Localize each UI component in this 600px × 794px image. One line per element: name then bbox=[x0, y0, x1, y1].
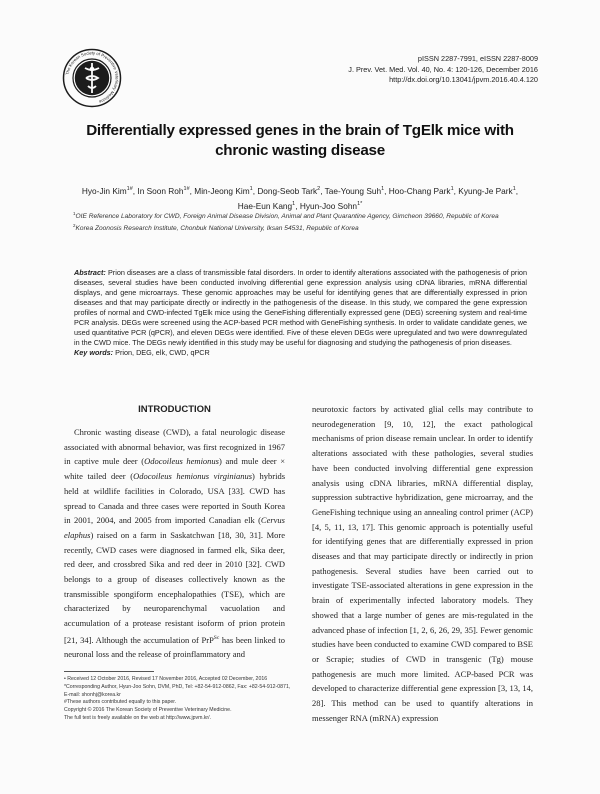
author: Hae-Eun Kang$^1$ bbox=[237, 201, 296, 212]
footnote-corresponding: *Corresponding Author, Hyun-Joo Sohn, DVM, PhD, Tel: +82-54-912-0862, Fax: +82-54-912-0871, E-mail: shonhj@korea.kr bbox=[64, 683, 291, 698]
footnote-equal-contribution: #These authors contributed equally to this paper. bbox=[64, 699, 177, 706]
title-line-2: chronic wasting disease bbox=[215, 142, 385, 159]
journal-citation: J. Prev. Vet. Med. Vol. 40, No. 4: 120-126, December 2016 bbox=[348, 64, 538, 74]
footnotes bbox=[64, 676, 291, 723]
abstract-text: Prion diseases are a class of transmissible fatal disorders. In order to identify alterations associated with the pathogenesis of prion diseases, several studies have been conducted involving differential gene expression analysis using cDNA libraries, mRNA differential displays, and gene microarrays. These genomic approaches may be useful for identifying genes that are differentially expressed in prion diseases and that may participate directly or indirectly in the pathogenesis of the disease. In this study, we compared the gene expression profiles of normal and CWD-infected TgElk mice using the GeneFishing differentially expressed gene (DEG) screening system and real-time PCR analysis. DEGs were screened using the ACP-based PCR method with GeneFishing synthesis. In order to validate candidate genes, we used quantitative PCR (qPCR), and eleven DEGs were identified. Five of these eleven DEGs were upregulated and two were downregulated in the CWD mice. The DEGs newly identified in this study may be useful for diagnosing and studying the pathogenesis of prion diseases. bbox=[74, 268, 527, 347]
affiliation-1: $^1$OIE Reference Laboratory for CWD, Foreign Animal Disease Division, Animal and Plant Quarantine Agency, Gimcheon 39660, Republic of Korea bbox=[73, 211, 499, 221]
footnote-copyright: Copyright © 2016 The Korean Society of Preventive Veterinary Medicine. bbox=[64, 707, 232, 714]
introduction-paragraph-2: neurotoxic factors by activated glial cells may contribute to neurodegeneration [9, 10, 12], the exact pathological mechanisms of prion disease remain unclear. In order to identify alterations associated with these pathologies, several studies have been conducted involving differential gene expression analysis using cDNA libraries, mRNA differential display, suppression subtractive hybridization, gene microarray, and the GeneFishing technique using an annealing control primer (ACP) [4, 5, 11, 13, 17]. This genomic approach is potentially useful for identifying genes that are differentially expressed in prion diseases and that may participate directly or indirectly in prion pathogenesis. Several studies have been carried out to investigate TSE-associated alterations in gene expression in the brain of experimentally infected laboratory models. They showed that a large number of genes are mis-regulated in the advanced phase of infection [1, 2, 6, 26, 29, 35]. Fewer genomic studies have been conducted to examine CWD compared to BSE or Scrapie; studies of CWD in transgenic (Tg) mouse pathogenesis are much more limited. ACP-based PCR was developed to characterize differential gene expression [3, 13, 14, 28]. This method can be used to quantify alterations in messenger RNA (mRNA) expression bbox=[312, 404, 533, 723]
author-list: Hyo-Jin Kim$^{1\#}$, In Soon Roh$^{1\#}$, Min-Jeong Kim$^1$, Dong-Seob Tark$^2$, Tae-Young Suh$^1$, Hoo-Chang Park$^1$, Kyung-Je Park$^1$, Hae-Eun Kang$^1$, Hyun-Joo Sohn$^{1*}$ bbox=[81, 185, 519, 212]
footnote-received: • Received 12 October 2016, Revised 17 November 2016, Accepted 02 December, 2016 bbox=[64, 676, 268, 682]
logo-ring-text: The Korean Society of Preventive Veterinary Medicine bbox=[64, 50, 120, 105]
journal-doi[interactable]: http://dx.doi.org/10.13041/jpvm.2016.40.4.120 bbox=[389, 75, 538, 85]
introduction-heading: INTRODUCTION bbox=[138, 404, 211, 415]
author: Kyung-Je Park$^1$ bbox=[458, 185, 516, 196]
korean-society-seal-icon bbox=[62, 48, 122, 108]
keywords-text: Prion, DEG, elk, CWD, qPCR bbox=[115, 347, 210, 357]
journal-info bbox=[348, 54, 538, 86]
title-line-1: Differentially expressed genes in the brain of TgElk mice with bbox=[86, 122, 514, 139]
keywords bbox=[74, 348, 527, 358]
footnote-availability: The full text is freely available on the web at http://www.jpvm.kr/. bbox=[64, 714, 212, 721]
abstract-label: Abstract: bbox=[74, 268, 106, 277]
abstract bbox=[74, 268, 527, 358]
affiliations bbox=[72, 210, 542, 234]
author: Hyo-Jin Kim$^{1\#}$ bbox=[81, 185, 133, 196]
journal-issn: pISSN 2287-7991, eISSN 2287-8009 bbox=[417, 54, 538, 63]
author: Hyun-Joo Sohn$^{1*}$ bbox=[299, 201, 363, 212]
author: Tae-Young Suh$^1$ bbox=[324, 185, 385, 196]
left-column bbox=[64, 398, 285, 662]
author: Min-Jeong Kim$^1$ bbox=[194, 185, 253, 196]
author: Dong-Seob Tark$^2$ bbox=[257, 185, 321, 196]
author: In Soon Roh$^{1\#}$ bbox=[137, 185, 190, 196]
keywords-label: Key words: bbox=[74, 347, 114, 357]
affiliation-2: $^2$Korea Zoonosis Research Institute, Chonbuk National University, Iksan 54531, Republic of Korea bbox=[73, 222, 359, 232]
introduction-paragraph-1: Chronic wasting disease (CWD), a fatal neurologic disease associated with abnormal behavior, was first recognized in 1967 in captive mule deer (Odocoileus hemionus) and mule deer × white tailed deer (Odocoileus hemionus virginianus) hybrids held at wildlife facilities in Colorado, USA [33]. CWD has spread to Canada and three cases were reported in South Korea in 2001, 2004, and 2005 from imported Canadian elk (Cervus elaphus) raised on a farm in Saskatchwan [18, 30, 31]. More recently, CWD cases were diagnosed in farmed elk, Sika deer, red deer, and crossbred Sika and red deer in 2010 [32]. CWD belongs to a group of diseases collectively known as the transmissible spongiform encephalopathies (TSE), which are characterized by neuroparenchymal vacuolation and accumulation of a protease resistant isoform of prion protein [21, 34]. Although the accumulation of PrP$^{Sc}$ has been linked to neuronal loss and the release of proinflammatory and bbox=[64, 427, 285, 660]
author: Hoo-Chang Park$^1$ bbox=[388, 185, 454, 196]
right-column bbox=[312, 402, 533, 725]
article-title bbox=[40, 121, 560, 161]
footnote-divider bbox=[64, 671, 154, 672]
